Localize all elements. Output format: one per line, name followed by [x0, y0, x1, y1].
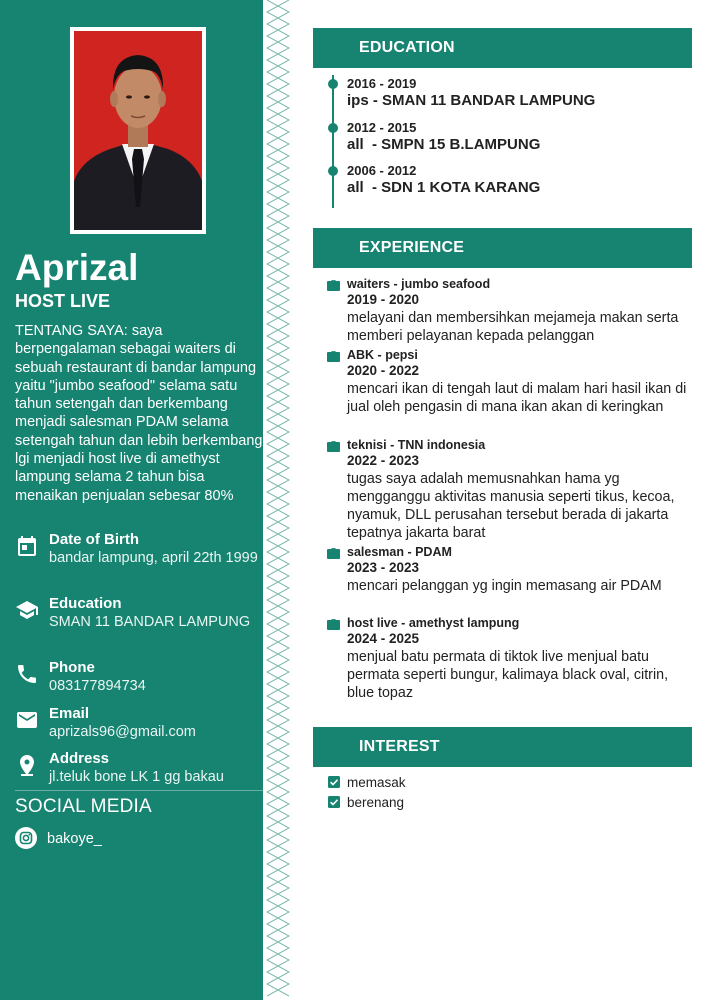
contact-value: bandar lampung, april 22th 1999: [49, 550, 258, 566]
contact-value: aprizals96@gmail.com: [49, 724, 196, 740]
about-text: TENTANG SAYA: saya berpengalaman sebagai waiters di sebuah restaurant di bandar lampung yaitu "jumbo seafood" selama satu tahun setengah dan berkembang menjadi salesman PDAM selama setengah tahun dan lebih berkembang lgi menjadi host live di amethyst lampung selama 2 tahun bisa menaikan penjualan sebesar 80%: [15, 323, 263, 504]
profile-photo: [74, 31, 202, 230]
envelope-icon: [15, 708, 39, 732]
interest-label: berenang: [347, 795, 405, 810]
profile-photo-frame: [70, 27, 206, 234]
education-header: [313, 28, 692, 68]
experience-description: tugas saya adalah memusnahkan hama yg mengganggu aktivitas manusia seperti tikus, kecoa, nyamuk, DLL perusahan tersebut berada di jakarta tepatnya jakarta barat: [347, 471, 675, 542]
experience-job-title: waiters - jumbo seafood: [347, 277, 491, 291]
interest-label: memasak: [347, 775, 406, 790]
education-school: all - SMPN 15 B.LAMPUNG: [347, 136, 541, 153]
timeline-dot: [328, 79, 338, 89]
diamond-pattern-strip: [263, 0, 293, 1000]
profile-role: HOST LIVE: [15, 291, 111, 311]
experience-description: menjual batu permata di tiktok live menjual batu permata seperti bungur, kalimaya black oval, citrin, blue topaz: [347, 649, 669, 702]
briefcase-icon: [327, 547, 340, 559]
experience-years: 2023 - 2023: [347, 560, 420, 575]
calendar-icon: [15, 534, 39, 558]
instagram-handle: bakoye_: [47, 831, 102, 847]
education-years: 2012 - 2015: [347, 120, 417, 135]
education-years: 2016 - 2019: [347, 76, 417, 91]
experience-job-title: teknisi - TNN indonesia: [347, 438, 486, 452]
education-years: 2006 - 2012: [347, 163, 417, 178]
profile-name: Aprizal: [15, 247, 139, 288]
contact-value: jl.teluk bone LK 1 gg bakau: [49, 769, 224, 785]
experience-job-title: host live - amethyst lampung: [347, 616, 520, 630]
strip-zigzag-line: [267, 0, 289, 996]
location-pin-icon: [15, 753, 39, 777]
experience-header: [313, 228, 692, 268]
briefcase-icon: [327, 440, 340, 452]
contact-value: SMAN 11 BANDAR LAMPUNG: [49, 614, 251, 630]
instagram-icon: [15, 827, 37, 849]
timeline-dot: [328, 166, 338, 176]
experience-description: mencari ikan di tengah laut di malam hari hasil ikan di jual oleh pengasin di mana ikan akan di keringkan: [347, 381, 687, 416]
social-media-title: SOCIAL MEDIA: [15, 796, 152, 817]
briefcase-icon: [327, 618, 340, 630]
social-divider: [15, 790, 263, 791]
experience-title: EXPERIENCE: [359, 239, 465, 256]
checkbox-checked-icon: [328, 796, 340, 808]
timeline-dot: [328, 123, 338, 133]
experience-years: 2022 - 2023: [347, 453, 420, 468]
experience-description: mencari pelanggan yg ingin memasang air PDAM: [347, 578, 662, 594]
experience-years: 2024 - 2025: [347, 631, 420, 646]
contact-label: Education: [49, 595, 122, 612]
briefcase-icon: [327, 350, 340, 362]
checkbox-checked-icon: [328, 776, 340, 788]
sidebar: [0, 0, 263, 1000]
experience-years: 2019 - 2020: [347, 292, 420, 307]
interest-header: [313, 727, 692, 767]
contact-label: Email: [49, 705, 90, 722]
experience-description: melayani dan membersihkan mejameja makan serta memberi pelayanan kepada pelanggan: [347, 310, 679, 345]
interest-title: INTEREST: [359, 738, 440, 755]
contact-label: Address: [49, 750, 110, 767]
experience-job-title: ABK - pepsi: [347, 348, 418, 362]
contact-label: Date of Birth: [49, 531, 139, 548]
education-timeline-line: [332, 75, 334, 208]
phone-icon: [15, 662, 39, 686]
contact-value: 083177894734: [49, 678, 146, 694]
experience-job-title: salesman - PDAM: [347, 545, 452, 559]
education-school: ips - SMAN 11 BANDAR LAMPUNG: [347, 92, 596, 109]
graduation-cap-icon: [15, 598, 39, 622]
briefcase-icon: [327, 279, 340, 291]
experience-years: 2020 - 2022: [347, 363, 420, 378]
contact-label: Phone: [49, 659, 95, 676]
education-school: all - SDN 1 KOTA KARANG: [347, 179, 541, 196]
education-title: EDUCATION: [359, 39, 455, 56]
